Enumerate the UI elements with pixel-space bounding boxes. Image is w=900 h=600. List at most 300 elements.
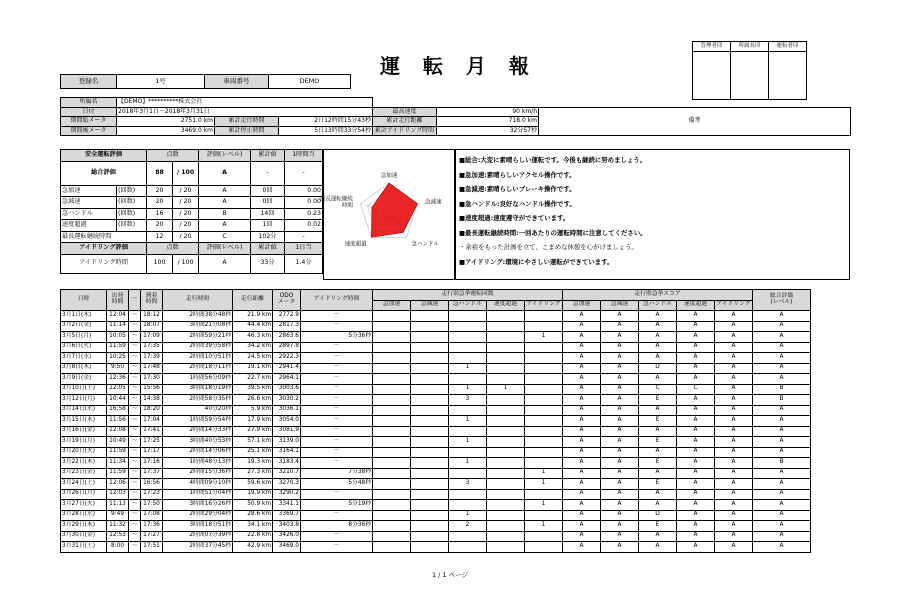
row-count-cell xyxy=(525,458,563,469)
row-score-cell: A xyxy=(677,311,715,322)
date-label: 日付 xyxy=(61,107,117,117)
row-arrive: 16:56 xyxy=(141,479,163,490)
row-idling: － xyxy=(301,447,373,458)
row-distance: 24.5 km xyxy=(233,353,273,364)
row-count-cell xyxy=(373,458,411,469)
row-count-cell xyxy=(411,374,449,385)
safety-row-total: 14回 xyxy=(251,208,285,220)
row-count-cell xyxy=(487,426,525,437)
row-score-cell: A xyxy=(677,521,715,532)
row-idling: － xyxy=(301,489,373,500)
row-score-cell: A xyxy=(563,363,601,374)
table-row xyxy=(61,437,811,448)
row-odo: 2922.3 xyxy=(273,353,301,364)
row-score-cell: A xyxy=(715,479,753,490)
row-overall: A xyxy=(753,500,811,511)
table-row xyxy=(61,479,811,490)
table-row xyxy=(61,489,811,500)
row-distance: 34.2 km xyxy=(233,342,273,353)
safety-row-max: / 20 xyxy=(173,208,199,220)
row-score-cell: A xyxy=(563,447,601,458)
radar-chart-box xyxy=(319,149,455,280)
row-score-cell: A xyxy=(715,531,753,542)
row-overall: A xyxy=(753,468,811,479)
col-sub-header: 急加速 xyxy=(373,300,411,311)
row-score-cell: A xyxy=(563,489,601,500)
daily-log-table xyxy=(60,289,811,553)
row-count-cell xyxy=(525,437,563,448)
row-drive-time: 2時間07分39秒 xyxy=(163,531,233,542)
row-score-cell: A xyxy=(563,542,601,553)
row-count-cell xyxy=(525,363,563,374)
row-score-cell: A xyxy=(563,426,601,437)
row-idling: － xyxy=(301,384,373,395)
row-arrive: 18:12 xyxy=(141,311,163,322)
row-depart: 12:36 xyxy=(107,374,129,385)
row-distance: 19.1 km xyxy=(233,363,273,374)
overall-max: / 100 xyxy=(173,161,199,185)
safety-row-per-hour: 0.02 xyxy=(285,220,323,232)
row-count-cell xyxy=(411,437,449,448)
row-score-cell: A xyxy=(563,384,601,395)
row-date: 3月8日(木) xyxy=(61,363,107,374)
row-odo: 3054.0 xyxy=(273,416,301,427)
row-odo: 2863.6 xyxy=(273,332,301,343)
row-idling: － xyxy=(301,510,373,521)
row-score-cell: D xyxy=(639,363,677,374)
safety-row xyxy=(61,185,323,197)
row-overall: B xyxy=(753,395,811,406)
row-score-cell: A xyxy=(677,353,715,364)
row-depart: 10:44 xyxy=(107,395,129,406)
row-count-cell xyxy=(411,395,449,406)
col-score-group: 走行別急挙スコア xyxy=(563,290,753,301)
col-sub-header: 急ハンドル xyxy=(639,300,677,311)
row-score-cell: A xyxy=(715,500,753,511)
remarks-label: 備考 xyxy=(688,117,701,125)
row-depart: 10:05 xyxy=(107,332,129,343)
row-date: 3月20日(火) xyxy=(61,447,107,458)
safety-row xyxy=(61,220,323,232)
row-score-cell: A xyxy=(677,468,715,479)
row-count-cell xyxy=(525,416,563,427)
row-drive-time: 2時間39分58秒 xyxy=(163,342,233,353)
row-tilde: ～ xyxy=(129,479,141,490)
row-depart: 12:53 xyxy=(107,531,129,542)
row-count-cell xyxy=(449,353,487,364)
safety-row-unit: (回数) xyxy=(117,220,147,232)
row-score-cell: A xyxy=(715,342,753,353)
stamp-label-driver: 運転者印 xyxy=(769,42,807,52)
row-drive-time: 40分20秒 xyxy=(163,405,233,416)
row-count-cell xyxy=(411,510,449,521)
row-arrive: 17:51 xyxy=(141,542,163,553)
row-score-cell: A xyxy=(715,426,753,437)
row-count-cell: 1 xyxy=(449,437,487,448)
col-distance: 走行距離 xyxy=(233,290,273,311)
row-date: 3月7日(水) xyxy=(61,353,107,364)
row-score-cell: A xyxy=(677,363,715,374)
row-depart: 9:49 xyxy=(107,510,129,521)
row-date: 3月19日(月) xyxy=(61,437,107,448)
safety-row-max: / 20 xyxy=(173,185,199,197)
row-count-cell xyxy=(373,489,411,500)
row-arrive: 17:17 xyxy=(141,447,163,458)
row-count-cell xyxy=(411,447,449,458)
overall-total: - xyxy=(251,161,285,185)
row-score-cell: A xyxy=(601,321,639,332)
row-tilde: ～ xyxy=(129,542,141,553)
row-score-cell: A xyxy=(601,426,639,437)
row-count-cell xyxy=(373,468,411,479)
row-distance: 19.9 km xyxy=(233,489,273,500)
row-score-cell: A xyxy=(639,500,677,511)
row-odo: 3081.9 xyxy=(273,426,301,437)
row-idling: 5分19秒 xyxy=(301,500,373,511)
row-count-cell xyxy=(411,479,449,490)
safety-row-unit: (回数) xyxy=(117,197,147,209)
end-meter-label: 期間後メータ xyxy=(61,126,117,136)
stamp-box-dept-head xyxy=(731,52,769,100)
table-row xyxy=(61,468,811,479)
row-count-cell: 1 xyxy=(449,510,487,521)
row-idling: － xyxy=(301,363,373,374)
row-distance: 22.8 km xyxy=(233,531,273,542)
row-score-cell: A xyxy=(639,342,677,353)
row-tilde: ～ xyxy=(129,384,141,395)
row-score-cell: A xyxy=(715,353,753,364)
row-tilde: ～ xyxy=(129,521,141,532)
comment-line: ・余裕をもった計画を立て、こまめな休憩を心がけましょう。 xyxy=(459,243,638,251)
row-count-cell xyxy=(487,363,525,374)
safety-row xyxy=(61,208,323,220)
row-distance: 59.6 km xyxy=(233,479,273,490)
row-count-cell xyxy=(373,510,411,521)
row-score-cell: E xyxy=(639,521,677,532)
row-count-cell xyxy=(411,468,449,479)
row-depart: 10:25 xyxy=(107,353,129,364)
row-date: 3月12日(月) xyxy=(61,395,107,406)
row-count-cell xyxy=(411,384,449,395)
row-count-cell xyxy=(373,542,411,553)
row-score-cell: A xyxy=(715,311,753,322)
safety-row-label: 急加速 xyxy=(61,185,117,197)
row-depart: 11:59 xyxy=(107,447,129,458)
row-score-cell: A xyxy=(677,426,715,437)
row-count-cell: 3 xyxy=(449,479,487,490)
row-count-cell xyxy=(525,321,563,332)
row-odo: 3469.0 xyxy=(273,542,301,553)
safety-row-level: A xyxy=(199,185,251,197)
row-score-cell: A xyxy=(639,426,677,437)
col-sub-header: 急加速 xyxy=(563,300,601,311)
row-drive-time: 3時間40分53秒 xyxy=(163,437,233,448)
row-count-cell xyxy=(487,447,525,458)
table-row xyxy=(61,426,811,437)
row-depart: 12:03 xyxy=(107,489,129,500)
row-arrive: 17:30 xyxy=(141,374,163,385)
row-arrive: 17:39 xyxy=(141,353,163,364)
col-sub-header: 速度超過 xyxy=(487,300,525,311)
row-arrive: 17:50 xyxy=(141,500,163,511)
row-count-cell xyxy=(525,374,563,385)
row-depart: 12:08 xyxy=(107,426,129,437)
stamp-table xyxy=(692,41,807,100)
col-depart: 出発 時間 xyxy=(107,290,129,311)
row-drive-time: 2時間14分33秒 xyxy=(163,426,233,437)
row-date: 3月23日(金) xyxy=(61,468,107,479)
row-odo: 3164.1 xyxy=(273,447,301,458)
row-score-cell: A xyxy=(677,510,715,521)
row-count-cell xyxy=(487,342,525,353)
row-count-cell xyxy=(449,405,487,416)
row-depart: 9:50 xyxy=(107,363,129,374)
row-count-cell: 1 xyxy=(487,384,525,395)
row-date: 3月22日(木) xyxy=(61,458,107,469)
row-distance: 19.3 km xyxy=(233,458,273,469)
row-count-cell xyxy=(373,342,411,353)
row-distance: 26.6 km xyxy=(233,395,273,406)
row-score-cell: A xyxy=(601,500,639,511)
row-overall: A xyxy=(753,510,811,521)
row-count-cell xyxy=(449,531,487,542)
safety-header-total: 累計値 xyxy=(251,150,285,162)
row-idling: － xyxy=(301,374,373,385)
comment-line: ■急減速:素晴らしいブレーキ操作です。 xyxy=(459,185,576,193)
row-drive-time: 2時間58分35秒 xyxy=(163,395,233,406)
registration-table xyxy=(60,74,351,89)
col-sub-header: アイドリング xyxy=(715,300,753,311)
row-score-cell: A xyxy=(639,353,677,364)
row-idling: － xyxy=(301,321,373,332)
row-odo: 3403.8 xyxy=(273,521,301,532)
idling-per-day: 1.4分 xyxy=(285,254,323,273)
row-odo: 3210.7 xyxy=(273,468,301,479)
row-arrive: 17:16 xyxy=(141,458,163,469)
col-drive-time: 走行時間 xyxy=(163,290,233,311)
row-score-cell: A xyxy=(715,363,753,374)
row-drive-time: 2時間18分11秒 xyxy=(163,363,233,374)
safety-row-max: / 20 xyxy=(173,197,199,209)
safety-row-max: / 20 xyxy=(173,231,199,243)
safety-row-score: 20 xyxy=(147,185,173,197)
row-count-cell xyxy=(487,479,525,490)
row-arrive: 17:09 xyxy=(141,332,163,343)
row-count-cell xyxy=(487,416,525,427)
row-overall: A xyxy=(753,542,811,553)
row-drive-time: 1時間51分04秒 xyxy=(163,489,233,500)
row-overall: A xyxy=(753,321,811,332)
total-drive-time-value: 2日12時間15分43秒 xyxy=(279,117,373,127)
row-score-cell: A xyxy=(601,395,639,406)
row-odo: 2941.4 xyxy=(273,363,301,374)
row-idling: 5分48秒 xyxy=(301,479,373,490)
row-count-cell xyxy=(525,510,563,521)
row-idling: － xyxy=(301,426,373,437)
row-overall: A xyxy=(753,479,811,490)
row-count-cell xyxy=(525,405,563,416)
row-count-cell xyxy=(525,531,563,542)
row-depart: 12:05 xyxy=(107,384,129,395)
row-count-cell xyxy=(449,342,487,353)
row-tilde: ～ xyxy=(129,426,141,437)
row-tilde: ～ xyxy=(129,405,141,416)
row-count-cell xyxy=(373,447,411,458)
row-drive-time: 2時間15分36秒 xyxy=(163,468,233,479)
idling-header-per-day: 1日当 xyxy=(285,243,323,255)
table-row xyxy=(61,405,811,416)
row-odo: 3003.6 xyxy=(273,384,301,395)
idling-label: アイドリング時間 xyxy=(61,254,147,273)
stamp-box-driver xyxy=(769,52,807,100)
row-overall: A xyxy=(753,531,811,542)
row-score-cell: A xyxy=(601,510,639,521)
row-count-cell xyxy=(487,458,525,469)
row-tilde: ～ xyxy=(129,363,141,374)
row-arrive: 17:25 xyxy=(141,437,163,448)
row-distance: 17.9 km xyxy=(233,416,273,427)
row-date: 3月10日(土) xyxy=(61,384,107,395)
comment-line: ■最長運転継続時間:一回あたりの運転時間に注意してください。 xyxy=(459,228,647,237)
page-number: 1 / 1 ページ xyxy=(431,571,469,579)
row-score-cell: A xyxy=(601,479,639,490)
row-count-cell xyxy=(525,311,563,322)
col-date: 日時 xyxy=(61,290,107,311)
row-score-cell: A xyxy=(677,321,715,332)
row-score-cell: A xyxy=(563,321,601,332)
row-tilde: ～ xyxy=(129,342,141,353)
reg-name-label: 登録名 xyxy=(61,75,117,89)
safety-row-score: 16 xyxy=(147,208,173,220)
row-score-cell: A xyxy=(563,374,601,385)
table-row xyxy=(61,363,811,374)
row-count-cell: 1 xyxy=(449,384,487,395)
row-depart: 8:00 xyxy=(107,542,129,553)
row-overall: A xyxy=(753,353,811,364)
row-score-cell: A xyxy=(677,342,715,353)
row-odo: 3369.7 xyxy=(273,510,301,521)
row-score-cell: A xyxy=(601,447,639,458)
row-drive-time: 2時間29分04秒 xyxy=(163,510,233,521)
row-count-cell xyxy=(373,332,411,343)
max-speed-label: 最高速度 xyxy=(373,107,437,117)
row-idling: － xyxy=(301,311,373,322)
total-idling-value: 32分57秒 xyxy=(437,126,539,136)
row-tilde: ～ xyxy=(129,311,141,322)
row-score-cell: E xyxy=(639,395,677,406)
row-count-cell xyxy=(373,405,411,416)
row-score-cell: A xyxy=(639,321,677,332)
safety-header-per-hour: 1時間当 xyxy=(285,150,323,162)
comment-line: ■アイドリング:環境にやさしい運転ができています。 xyxy=(459,257,614,266)
row-score-cell: A xyxy=(639,374,677,385)
row-count-cell xyxy=(487,500,525,511)
row-count-cell xyxy=(525,353,563,364)
row-count-cell xyxy=(411,363,449,374)
table-row xyxy=(61,342,811,353)
page-title: 運 転 月 報 xyxy=(380,54,537,78)
row-count-cell xyxy=(525,384,563,395)
row-score-cell: E xyxy=(639,416,677,427)
row-odo: 2772.9 xyxy=(273,311,301,322)
row-score-cell: A xyxy=(639,489,677,500)
row-count-cell xyxy=(373,353,411,364)
safety-row xyxy=(61,231,323,243)
col-arrive: 到着 時間 xyxy=(141,290,163,311)
idling-total: 33分 xyxy=(251,254,285,273)
table-row xyxy=(61,500,811,511)
row-odo: 3290.2 xyxy=(273,489,301,500)
row-score-cell: A xyxy=(715,332,753,343)
row-score-cell: A xyxy=(715,416,753,427)
affiliation-label: 所属名 xyxy=(61,98,117,108)
row-drive-time: 2時間14分06秒 xyxy=(163,447,233,458)
row-score-cell: E xyxy=(639,479,677,490)
row-count-cell xyxy=(411,416,449,427)
row-count-cell xyxy=(449,321,487,332)
row-date: 3月15日(木) xyxy=(61,416,107,427)
row-count-cell xyxy=(487,374,525,385)
overall-level: A xyxy=(199,161,251,185)
safety-header-level: 評価(レベル) xyxy=(199,150,251,162)
row-score-cell: A xyxy=(715,405,753,416)
table-row xyxy=(61,447,811,458)
row-idling: 7分38秒 xyxy=(301,468,373,479)
row-count-cell xyxy=(411,332,449,343)
row-score-cell: A xyxy=(639,468,677,479)
row-odo: 2964.1 xyxy=(273,374,301,385)
safety-row-label: 速度超過 xyxy=(61,220,117,232)
total-distance-value: 718.0 km xyxy=(437,117,539,127)
row-count-cell xyxy=(487,489,525,500)
row-depart: 16:58 xyxy=(107,405,129,416)
row-count-cell xyxy=(487,395,525,406)
row-count-cell xyxy=(487,405,525,416)
row-depart: 11:32 xyxy=(107,521,129,532)
row-score-cell: A xyxy=(677,479,715,490)
safety-evaluation-table xyxy=(60,149,323,274)
row-score-cell: A xyxy=(715,395,753,406)
row-count-cell: 3 xyxy=(449,395,487,406)
row-arrive: 18:20 xyxy=(141,405,163,416)
row-distance: 42.9 km xyxy=(233,542,273,553)
row-count-cell xyxy=(525,542,563,553)
idling-score: 100 xyxy=(147,254,173,273)
row-score-cell: A xyxy=(601,311,639,322)
row-score-cell: A xyxy=(677,374,715,385)
comment-line: ■総合:大変に素晴らしい運転です。今後も継続に努めましょう。 xyxy=(459,156,647,164)
row-count-cell xyxy=(411,531,449,542)
safety-row-max: / 20 xyxy=(173,220,199,232)
date-value: 2018年3月1日～2018年3月31日 xyxy=(117,107,373,117)
row-count-cell xyxy=(487,437,525,448)
row-arrive: 17:23 xyxy=(141,489,163,500)
radar-chart xyxy=(319,150,454,279)
row-count-cell xyxy=(449,426,487,437)
row-count-cell xyxy=(373,531,411,542)
row-score-cell: A xyxy=(563,521,601,532)
row-arrive: 17:48 xyxy=(141,363,163,374)
row-count-cell xyxy=(411,321,449,332)
row-count-cell xyxy=(487,531,525,542)
row-drive-time: 2時間59分21秒 xyxy=(163,332,233,343)
row-count-cell xyxy=(373,395,411,406)
row-count-cell xyxy=(487,510,525,521)
row-drive-time: 2時間10分51秒 xyxy=(163,353,233,364)
row-score-cell: C xyxy=(639,384,677,395)
row-depart: 11:13 xyxy=(107,500,129,511)
stamp-box-manager xyxy=(693,52,731,100)
